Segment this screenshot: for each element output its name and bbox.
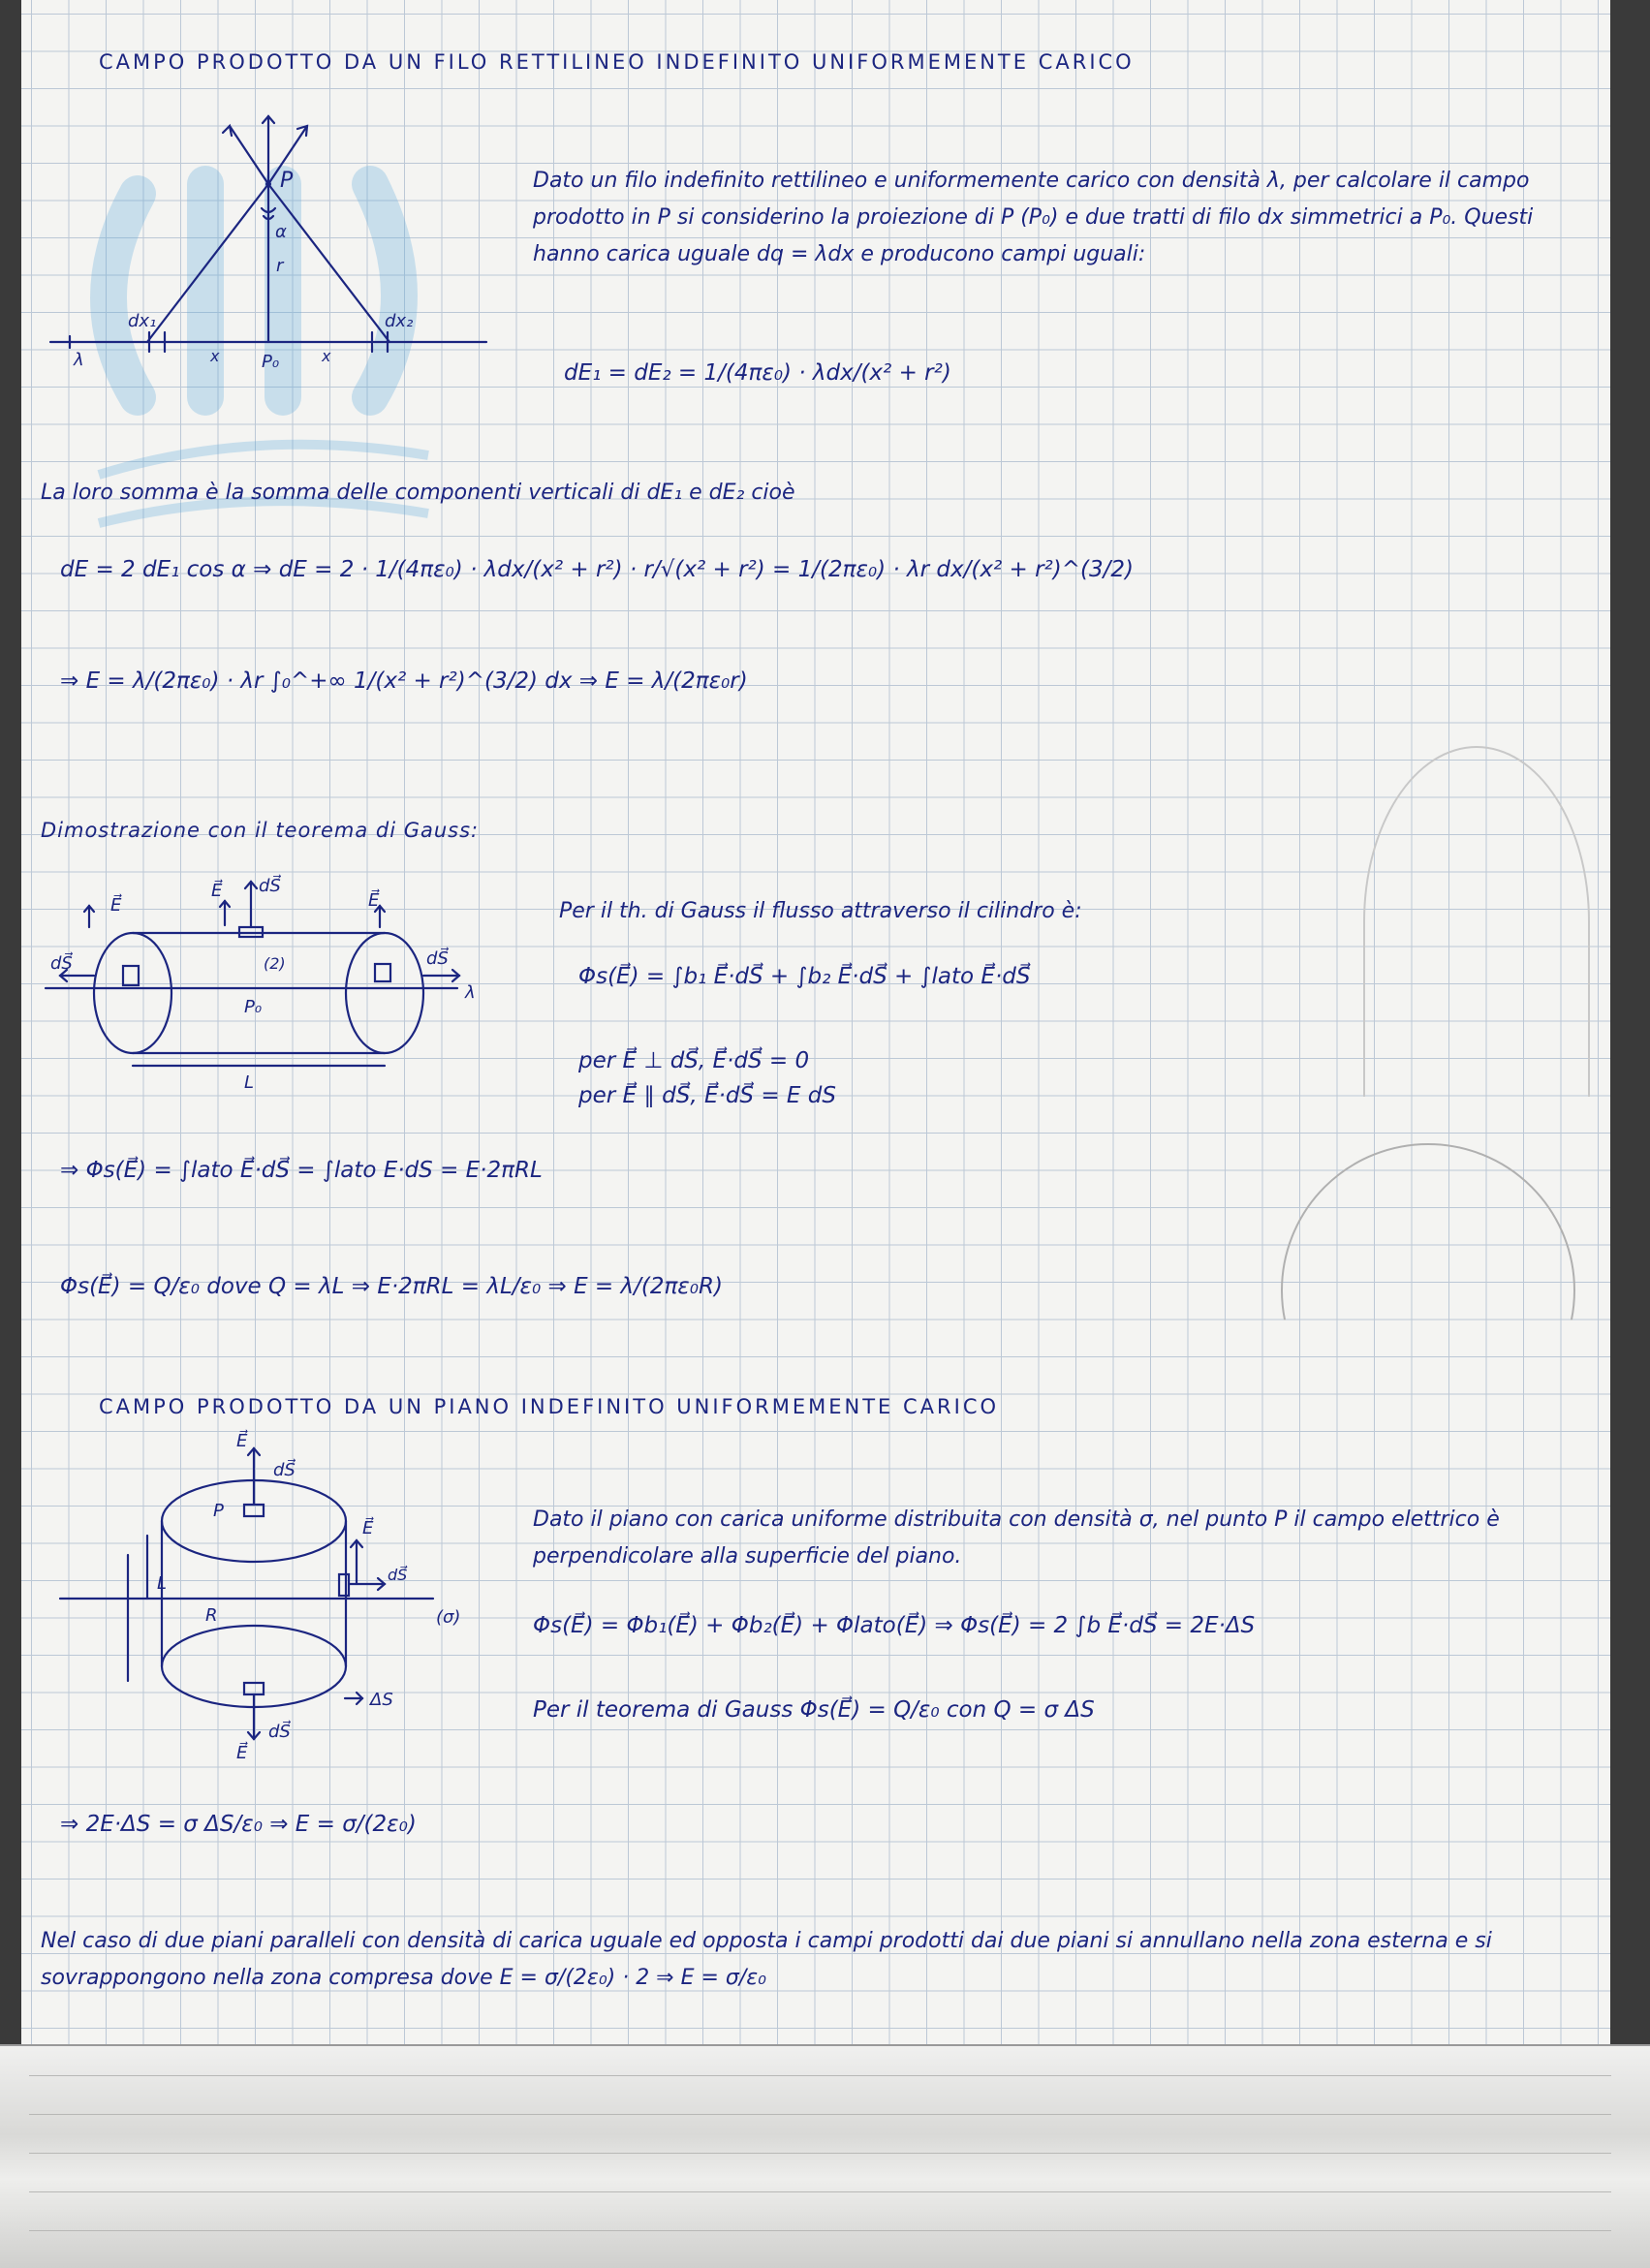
label-dS-top: dS⃗	[259, 876, 281, 896]
pencil-sketch-curve	[1363, 746, 1590, 1097]
label-lambda: λ	[74, 350, 84, 370]
section1-intro: Dato un filo indefinito rettilineo e uniformemente carico con densità λ, per calcolare il campo prodotto in P si considerino la proiezione di P (P₀) e due tratti di filo dx simmetrici a P₀. Questi hanno carica uguale dq = λdx e producono campi uguali:	[533, 169, 1534, 266]
label-dx1: dx₁	[128, 311, 157, 331]
plane-cylinder-diagram	[50, 1429, 496, 1763]
label-E-top: E⃗	[211, 881, 223, 901]
label-2: (2)	[264, 954, 286, 973]
gauss-plane-line: Per il teorema di Gauss Φs(E⃗) = Q/ε₀ con Q = σ ΔS	[533, 1697, 1095, 1723]
label-dS-right: dS⃗	[426, 948, 449, 969]
label-R: R	[205, 1605, 218, 1626]
label-P0: P₀	[262, 352, 280, 372]
label-E-bottom: E⃗	[236, 1743, 248, 1763]
section2-flux-intro: Per il th. di Gauss il flusso attraverso il cilindro è:	[559, 899, 1082, 923]
eq-gauss-wire: Φs(E⃗) = Q/ε₀ dove Q = λL ⇒ E·2πRL = λL/ε₀ ⇒ E = λ/(2πε₀R)	[60, 1274, 723, 1299]
section3-heading: CAMPO PRODOTTO DA UN PIANO INDEFINITO UNIFORMEMENTE CARICO	[99, 1395, 1000, 1418]
eq-dE-components: dE₁ = dE₂ = 1/(4πε₀) · λdx/(x² + r²)	[564, 360, 951, 386]
cond-parallel: per E⃗ ∥ dS⃗, E⃗·dS⃗ = E dS	[578, 1083, 836, 1108]
wire-diagram	[41, 111, 496, 383]
eq-dE-total: dE = 2 dE₁ cos α ⇒ dE = 2 · 1/(4πε₀) · λdx/(x² + r²) · r/√(x² + r²) = 1/(2πε₀) · λr dx/(x² + r²)^(3/2)	[60, 557, 1134, 582]
label-E-left: E⃗	[110, 895, 122, 916]
label-lambda: λ	[465, 982, 476, 1003]
section2-heading: Dimostrazione con il teorema di Gauss:	[41, 819, 480, 842]
label-dS-top: dS⃗	[273, 1460, 296, 1480]
label-r: r	[276, 256, 284, 276]
eq-flux-side: ⇒ Φs(E⃗) = ∫lato E⃗·dS⃗ = ∫lato E·dS = E·2πRL	[60, 1158, 543, 1183]
label-x-left: x	[210, 347, 220, 365]
eq-E-integral: ⇒ E = λ/(2πε₀) · λr ∫₀^+∞ 1/(x² + r²)^(3/2) dx ⇒ E = λ/(2πε₀r)	[60, 668, 748, 694]
label-P: P	[213, 1501, 224, 1521]
label-E-right: E⃗	[368, 890, 380, 911]
eq-flux-plane: Φs(E⃗) = Φb₁(E⃗) + Φb₂(E⃗) + Φlato(E⃗) ⇒ Φs(E⃗) = 2 ∫b E⃗·dS⃗ = 2E·ΔS	[533, 1613, 1256, 1638]
label-dx2: dx₂	[385, 311, 414, 331]
label-deltaS: ΔS	[370, 1690, 393, 1710]
cylinder-wire-diagram	[41, 867, 496, 1100]
notebook-page	[21, 0, 1610, 2266]
label-dS-bottom: dS⃗	[268, 1722, 291, 1742]
label-P: P	[280, 169, 294, 193]
pencil-sketch-circle	[1281, 1143, 1575, 1438]
closing-paragraph: Nel caso di due piani paralleli con densità di carica uguale ed opposta i campi prodotti dai due piani si annullano nella zona esterna e si sovrappongono nella zona compresa dove E = σ/(2ε₀) · 2 ⇒ E = σ/ε₀	[41, 1929, 1492, 1990]
label-L: L	[244, 1072, 255, 1093]
label-E-top: E⃗	[236, 1431, 248, 1451]
label-L: L	[157, 1573, 168, 1594]
label-P0: P₀	[244, 997, 263, 1017]
section3-intro: Dato il piano con carica uniforme distribuita con densità σ, nel punto P il campo elettrico è perpendicolare alla superficie del piano.	[533, 1507, 1500, 1569]
label-dS-side: dS⃗	[388, 1566, 408, 1584]
label-alpha: α	[275, 222, 287, 242]
label-dS-left: dS⃗	[50, 953, 73, 974]
notebook-page-edge	[0, 2044, 1650, 2268]
section1-heading: CAMPO PRODOTTO DA UN FILO RETTILINEO INDEFINITO UNIFORMEMENTE CARICO	[99, 50, 1135, 74]
cond-perpendicular: per E⃗ ⊥ dS⃗, E⃗·dS⃗ = 0	[578, 1048, 810, 1073]
label-E-side: E⃗	[362, 1518, 374, 1538]
label-x-right: x	[322, 347, 331, 365]
section1-sum-text: La loro somma è la somma delle componenti verticali di dE₁ e dE₂ cioè	[41, 481, 795, 505]
eq-flux-cylinder: Φs(E⃗) = ∫b₁ E⃗·dS⃗ + ∫b₂ E⃗·dS⃗ + ∫lato E⃗·dS⃗	[578, 964, 1031, 989]
label-sigma: (σ)	[436, 1607, 461, 1628]
eq-plane-result: ⇒ 2E·ΔS = σ ΔS/ε₀ ⇒ E = σ/(2ε₀)	[60, 1812, 417, 1837]
